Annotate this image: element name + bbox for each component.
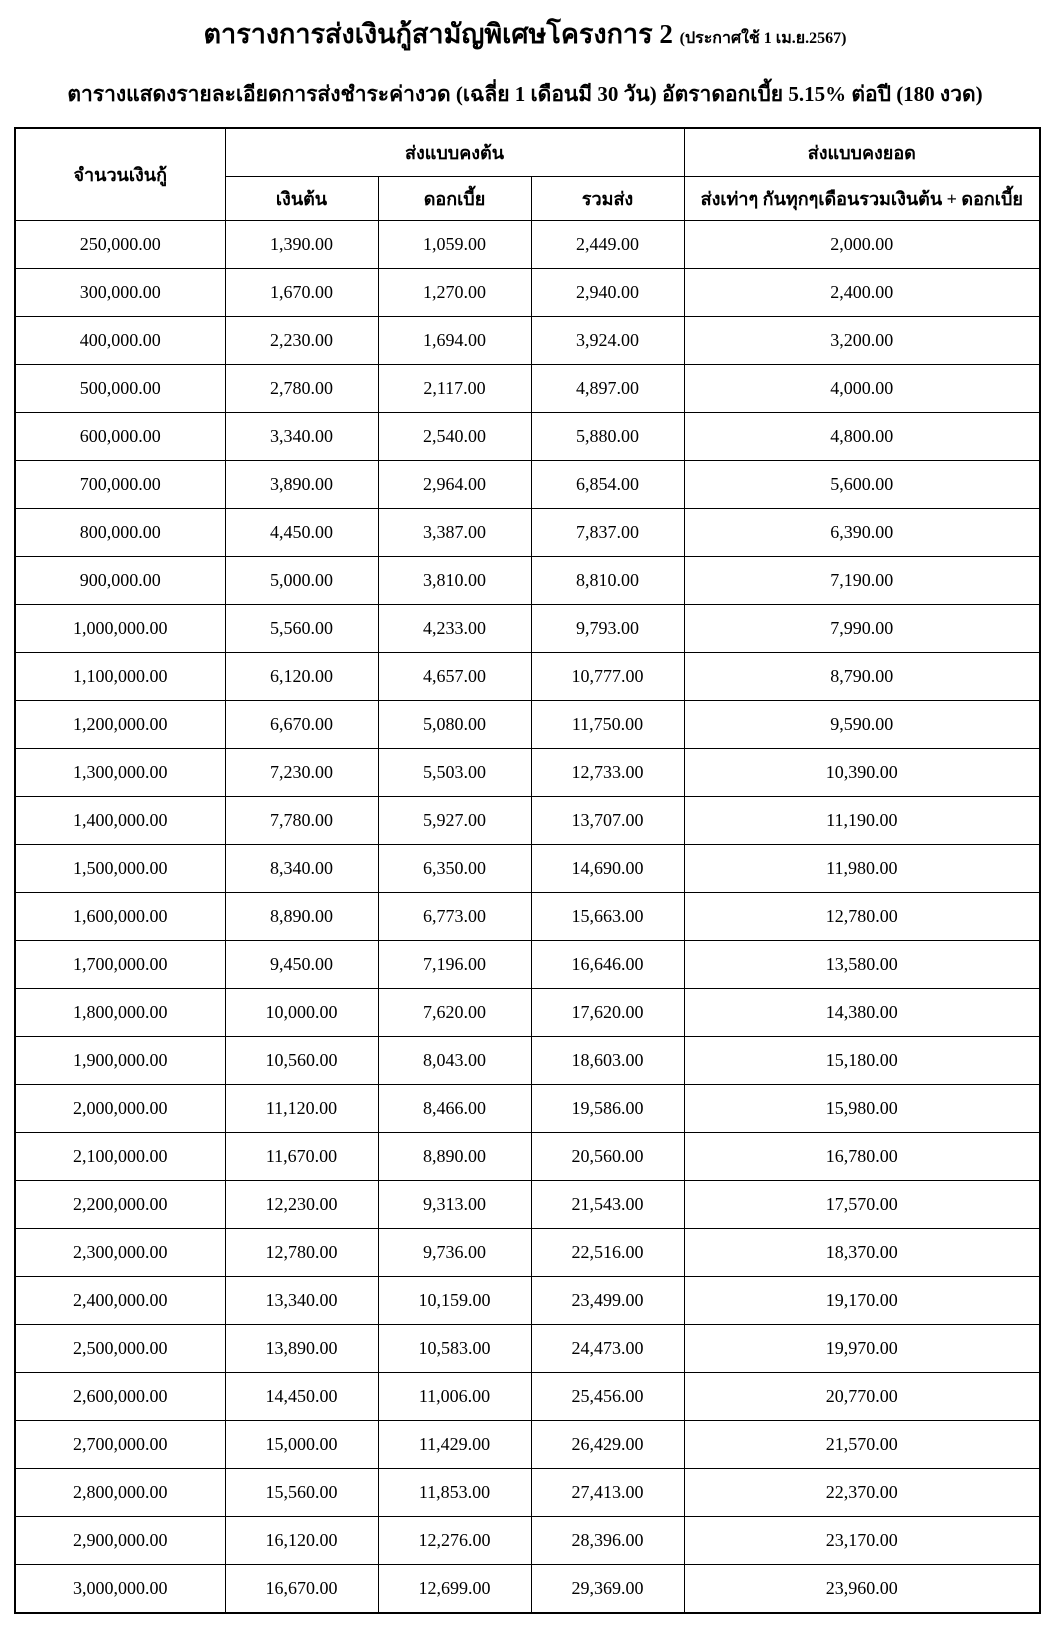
interest-cell: 10,583.00: [378, 1325, 531, 1373]
interest-cell: 12,699.00: [378, 1565, 531, 1614]
principal-cell: 6,120.00: [225, 653, 378, 701]
interest-cell: 12,276.00: [378, 1517, 531, 1565]
principal-cell: 8,890.00: [225, 893, 378, 941]
interest-cell: 3,810.00: [378, 557, 531, 605]
title-main: ตารางการส่งเงินกู้สามัญพิเศษโครงการ 2: [203, 19, 673, 49]
equal-payment-cell: 10,390.00: [684, 749, 1040, 797]
table-row: [15, 365, 1040, 413]
interest-cell: 6,773.00: [378, 893, 531, 941]
interest-cell: 8,890.00: [378, 1133, 531, 1181]
principal-cell: 14,450.00: [225, 1373, 378, 1421]
page-subtitle: ตารางแสดงรายละเอียดการส่งชำระค่างวด (เฉลี่ย 1 เดือนมี 30 วัน) อัตราดอกเบี้ย 5.15% ต่อปี (180 งวด): [67, 82, 983, 106]
equal-payment-cell: 6,390.00: [684, 509, 1040, 557]
loan-amount-cell: 800,000.00: [15, 509, 225, 557]
header-principal: เงินต้น: [225, 177, 378, 221]
total-payment-cell: 8,810.00: [531, 557, 684, 605]
loan-amount-cell: 3,000,000.00: [15, 1565, 225, 1614]
total-payment-cell: 18,603.00: [531, 1037, 684, 1085]
principal-cell: 1,390.00: [225, 221, 378, 269]
loan-payment-table: [14, 127, 1041, 1614]
table-row: [15, 1229, 1040, 1277]
total-payment-cell: 23,499.00: [531, 1277, 684, 1325]
table-row: [15, 1325, 1040, 1373]
total-payment-cell: 13,707.00: [531, 797, 684, 845]
total-payment-cell: 11,750.00: [531, 701, 684, 749]
table-row: [15, 1517, 1040, 1565]
interest-cell: 4,657.00: [378, 653, 531, 701]
total-payment-cell: 9,793.00: [531, 605, 684, 653]
principal-cell: 13,340.00: [225, 1277, 378, 1325]
interest-cell: 7,620.00: [378, 989, 531, 1037]
equal-payment-cell: 4,000.00: [684, 365, 1040, 413]
principal-cell: 3,340.00: [225, 413, 378, 461]
principal-cell: 15,000.00: [225, 1421, 378, 1469]
interest-cell: 1,270.00: [378, 269, 531, 317]
table-row: [15, 845, 1040, 893]
total-payment-cell: 27,413.00: [531, 1469, 684, 1517]
principal-cell: 2,780.00: [225, 365, 378, 413]
table-row: [15, 1037, 1040, 1085]
principal-cell: 12,230.00: [225, 1181, 378, 1229]
interest-cell: 2,540.00: [378, 413, 531, 461]
interest-cell: 6,350.00: [378, 845, 531, 893]
principal-cell: 10,000.00: [225, 989, 378, 1037]
equal-payment-cell: 17,570.00: [684, 1181, 1040, 1229]
loan-amount-cell: 300,000.00: [15, 269, 225, 317]
interest-cell: 2,964.00: [378, 461, 531, 509]
principal-cell: 12,780.00: [225, 1229, 378, 1277]
table-row: [15, 317, 1040, 365]
total-payment-cell: 17,620.00: [531, 989, 684, 1037]
principal-cell: 4,450.00: [225, 509, 378, 557]
loan-amount-cell: 1,600,000.00: [15, 893, 225, 941]
table-row: [15, 893, 1040, 941]
interest-cell: 4,233.00: [378, 605, 531, 653]
total-payment-cell: 3,924.00: [531, 317, 684, 365]
equal-payment-cell: 18,370.00: [684, 1229, 1040, 1277]
loan-amount-cell: 2,900,000.00: [15, 1517, 225, 1565]
interest-cell: 1,059.00: [378, 221, 531, 269]
loan-amount-cell: 250,000.00: [15, 221, 225, 269]
principal-cell: 5,000.00: [225, 557, 378, 605]
interest-cell: 11,429.00: [378, 1421, 531, 1469]
equal-payment-cell: 21,570.00: [684, 1421, 1040, 1469]
header-loan-amount: จำนวนเงินกู้: [15, 128, 225, 221]
equal-payment-cell: 2,400.00: [684, 269, 1040, 317]
total-payment-cell: 5,880.00: [531, 413, 684, 461]
loan-amount-cell: 1,000,000.00: [15, 605, 225, 653]
loan-amount-cell: 1,300,000.00: [15, 749, 225, 797]
total-payment-cell: 21,543.00: [531, 1181, 684, 1229]
table-row: [15, 1277, 1040, 1325]
loan-amount-cell: 1,900,000.00: [15, 1037, 225, 1085]
loan-amount-cell: 2,000,000.00: [15, 1085, 225, 1133]
table-row: [15, 413, 1040, 461]
table-row: [15, 1133, 1040, 1181]
total-payment-cell: 2,449.00: [531, 221, 684, 269]
loan-amount-cell: 2,700,000.00: [15, 1421, 225, 1469]
total-payment-cell: 6,854.00: [531, 461, 684, 509]
table-row: [15, 1421, 1040, 1469]
table-row: [15, 557, 1040, 605]
total-payment-cell: 29,369.00: [531, 1565, 684, 1614]
interest-cell: 5,080.00: [378, 701, 531, 749]
principal-cell: 3,890.00: [225, 461, 378, 509]
interest-cell: 11,006.00: [378, 1373, 531, 1421]
principal-cell: 2,230.00: [225, 317, 378, 365]
total-payment-cell: 16,646.00: [531, 941, 684, 989]
loan-amount-cell: 1,800,000.00: [15, 989, 225, 1037]
interest-cell: 2,117.00: [378, 365, 531, 413]
header-interest: ดอกเบี้ย: [378, 177, 531, 221]
equal-payment-cell: 7,190.00: [684, 557, 1040, 605]
principal-cell: 8,340.00: [225, 845, 378, 893]
interest-cell: 8,466.00: [378, 1085, 531, 1133]
table-body: [15, 221, 1040, 1614]
equal-payment-cell: 14,380.00: [684, 989, 1040, 1037]
principal-cell: 1,670.00: [225, 269, 378, 317]
header-fixed-principal-group: ส่งแบบคงต้น: [225, 128, 684, 177]
equal-payment-cell: 23,170.00: [684, 1517, 1040, 1565]
principal-cell: 15,560.00: [225, 1469, 378, 1517]
table-row: [15, 1085, 1040, 1133]
loan-amount-cell: 2,200,000.00: [15, 1181, 225, 1229]
loan-amount-cell: 900,000.00: [15, 557, 225, 605]
equal-payment-cell: 13,580.00: [684, 941, 1040, 989]
equal-payment-cell: 15,180.00: [684, 1037, 1040, 1085]
interest-cell: 9,313.00: [378, 1181, 531, 1229]
principal-cell: 7,230.00: [225, 749, 378, 797]
loan-amount-cell: 2,600,000.00: [15, 1373, 225, 1421]
equal-payment-cell: 8,790.00: [684, 653, 1040, 701]
loan-amount-cell: 2,800,000.00: [15, 1469, 225, 1517]
table-row: [15, 1469, 1040, 1517]
total-payment-cell: 22,516.00: [531, 1229, 684, 1277]
loan-amount-cell: 400,000.00: [15, 317, 225, 365]
total-payment-cell: 14,690.00: [531, 845, 684, 893]
header-equal-monthly-payment: ส่งเท่าๆ กันทุกๆเดือนรวมเงินต้น + ดอกเบี้ย: [684, 177, 1040, 221]
total-payment-cell: 25,456.00: [531, 1373, 684, 1421]
interest-cell: 1,694.00: [378, 317, 531, 365]
interest-cell: 3,387.00: [378, 509, 531, 557]
table-row: [15, 461, 1040, 509]
principal-cell: 16,120.00: [225, 1517, 378, 1565]
principal-cell: 16,670.00: [225, 1565, 378, 1614]
loan-amount-cell: 1,200,000.00: [15, 701, 225, 749]
equal-payment-cell: 4,800.00: [684, 413, 1040, 461]
equal-payment-cell: 19,970.00: [684, 1325, 1040, 1373]
interest-cell: 11,853.00: [378, 1469, 531, 1517]
loan-amount-cell: 1,100,000.00: [15, 653, 225, 701]
loan-amount-cell: 600,000.00: [15, 413, 225, 461]
principal-cell: 13,890.00: [225, 1325, 378, 1373]
equal-payment-cell: 11,190.00: [684, 797, 1040, 845]
equal-payment-cell: 11,980.00: [684, 845, 1040, 893]
total-payment-cell: 7,837.00: [531, 509, 684, 557]
total-payment-cell: 26,429.00: [531, 1421, 684, 1469]
principal-cell: 6,670.00: [225, 701, 378, 749]
equal-payment-cell: 23,960.00: [684, 1565, 1040, 1614]
equal-payment-cell: 3,200.00: [684, 317, 1040, 365]
total-payment-cell: 28,396.00: [531, 1517, 684, 1565]
total-payment-cell: 15,663.00: [531, 893, 684, 941]
loan-amount-cell: 700,000.00: [15, 461, 225, 509]
loan-amount-cell: 2,500,000.00: [15, 1325, 225, 1373]
header-fixed-total-group: ส่งแบบคงยอด: [684, 128, 1040, 177]
table-row: [15, 605, 1040, 653]
total-payment-cell: 4,897.00: [531, 365, 684, 413]
total-payment-cell: 19,586.00: [531, 1085, 684, 1133]
table-row: [15, 509, 1040, 557]
principal-cell: 7,780.00: [225, 797, 378, 845]
equal-payment-cell: 9,590.00: [684, 701, 1040, 749]
loan-amount-cell: 500,000.00: [15, 365, 225, 413]
principal-cell: 11,120.00: [225, 1085, 378, 1133]
total-payment-cell: 12,733.00: [531, 749, 684, 797]
page-title: [0, 18, 1050, 55]
table-row: [15, 701, 1040, 749]
equal-payment-cell: 19,170.00: [684, 1277, 1040, 1325]
table-row: [15, 653, 1040, 701]
loan-amount-cell: 2,300,000.00: [15, 1229, 225, 1277]
equal-payment-cell: 12,780.00: [684, 893, 1040, 941]
table-row: [15, 941, 1040, 989]
loan-amount-cell: 1,700,000.00: [15, 941, 225, 989]
equal-payment-cell: 16,780.00: [684, 1133, 1040, 1181]
title-note: (ประกาศใช้ 1 เม.ย.2567): [679, 30, 847, 47]
table-row: [15, 1565, 1040, 1614]
total-payment-cell: 20,560.00: [531, 1133, 684, 1181]
table-row: [15, 797, 1040, 845]
header-total-payment: รวมส่ง: [531, 177, 684, 221]
table-row: [15, 1181, 1040, 1229]
principal-cell: 11,670.00: [225, 1133, 378, 1181]
loan-amount-cell: 1,400,000.00: [15, 797, 225, 845]
principal-cell: 5,560.00: [225, 605, 378, 653]
loan-amount-cell: 2,100,000.00: [15, 1133, 225, 1181]
interest-cell: 8,043.00: [378, 1037, 531, 1085]
loan-amount-cell: 1,500,000.00: [15, 845, 225, 893]
total-payment-cell: 2,940.00: [531, 269, 684, 317]
interest-cell: 10,159.00: [378, 1277, 531, 1325]
table-row: [15, 1373, 1040, 1421]
equal-payment-cell: 20,770.00: [684, 1373, 1040, 1421]
equal-payment-cell: 15,980.00: [684, 1085, 1040, 1133]
equal-payment-cell: 7,990.00: [684, 605, 1040, 653]
table-row: [15, 221, 1040, 269]
total-payment-cell: 10,777.00: [531, 653, 684, 701]
principal-cell: 9,450.00: [225, 941, 378, 989]
interest-cell: 7,196.00: [378, 941, 531, 989]
table-row: [15, 989, 1040, 1037]
table-row: [15, 269, 1040, 317]
loan-amount-cell: 2,400,000.00: [15, 1277, 225, 1325]
total-payment-cell: 24,473.00: [531, 1325, 684, 1373]
equal-payment-cell: 2,000.00: [684, 221, 1040, 269]
interest-cell: 5,927.00: [378, 797, 531, 845]
equal-payment-cell: 5,600.00: [684, 461, 1040, 509]
table-row: [15, 749, 1040, 797]
interest-cell: 9,736.00: [378, 1229, 531, 1277]
interest-cell: 5,503.00: [378, 749, 531, 797]
principal-cell: 10,560.00: [225, 1037, 378, 1085]
equal-payment-cell: 22,370.00: [684, 1469, 1040, 1517]
